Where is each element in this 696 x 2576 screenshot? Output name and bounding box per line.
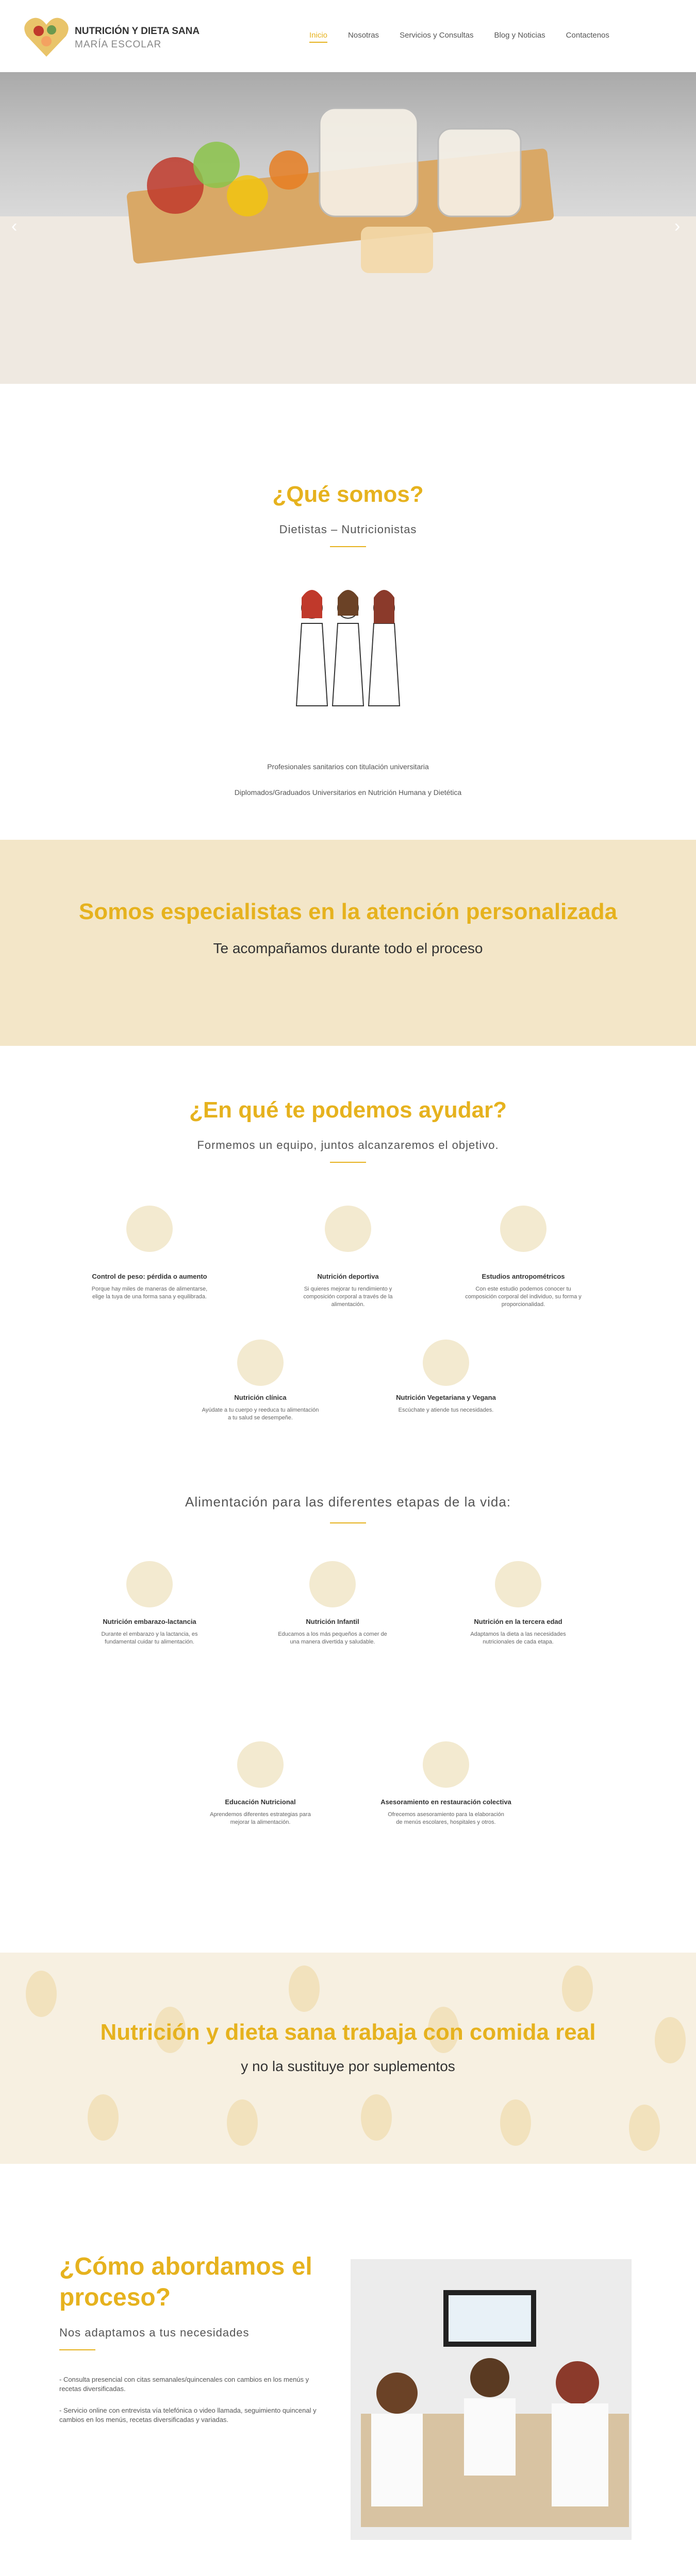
divider bbox=[330, 546, 366, 547]
divider bbox=[330, 1162, 366, 1163]
elderly-nutrition-icon bbox=[495, 1561, 541, 1607]
nutritionists-illustration bbox=[286, 567, 410, 721]
card-desc: Educamos a los más pequeños a comer de una manera divertida y saludable. bbox=[278, 1631, 387, 1645]
card-title: Nutrición en la tercera edad bbox=[474, 1618, 562, 1625]
nav-inicio[interactable]: Inicio bbox=[309, 31, 327, 43]
banner-real-food bbox=[0, 1953, 696, 2164]
child-nutrition-icon bbox=[309, 1561, 356, 1607]
card-desc: Con este estudio podemos conocer tu composición corporal del individuo, su forma y proporcionalidad. bbox=[465, 1286, 582, 1308]
logo-subtitle: MARÍA ESCOLAR bbox=[75, 39, 162, 50]
process-text2: - Servicio online con entrevista vía telefónica o video llamada, seguimiento quincenal y cambios en los menús, recetas diversificadas y variadas. bbox=[59, 2406, 317, 2424]
education-icon bbox=[237, 1741, 284, 1788]
about-title: ¿Qué somos? bbox=[272, 482, 424, 507]
nav-blog[interactable]: Blog y Noticias bbox=[494, 31, 545, 40]
stages-title: Alimentación para las diferentes etapas de la vida: bbox=[185, 1494, 511, 1510]
about-line1: Profesionales sanitarios con titulación universitaria bbox=[267, 762, 429, 771]
card-title: Nutrición embarazo-lactancia bbox=[103, 1618, 196, 1625]
divider bbox=[59, 2349, 95, 2350]
about-line2: Diplomados/Graduados Universitarios en Nutrición Humana y Dietética bbox=[234, 788, 462, 796]
card-desc: Escúchate y atiende tus necesidades. bbox=[398, 1407, 494, 1413]
main-nav bbox=[309, 31, 681, 43]
sports-nutrition-icon bbox=[325, 1206, 371, 1252]
process-text1: - Consulta presencial con citas semanales/quincenales con cambios en los menús y recetas diversificadas. bbox=[59, 2376, 309, 2393]
card-desc: Ofrecemos asesoramiento para la elaboración de menús escolares, hospitales y otros. bbox=[388, 1811, 504, 1825]
card-desc: Aprendemos diferentes estrategias para mejorar la alimentación. bbox=[210, 1811, 311, 1825]
card-title: Nutrición deportiva bbox=[317, 1273, 379, 1280]
logo[interactable] bbox=[21, 10, 200, 62]
divider bbox=[330, 1522, 366, 1523]
site-header bbox=[0, 0, 696, 72]
card-desc: Si quieres mejorar tu rendimiento y composición corporal a través de la alimentación. bbox=[303, 1286, 393, 1308]
weight-control-icon bbox=[126, 1206, 173, 1252]
card-title: Estudios antropométricos bbox=[482, 1273, 565, 1280]
banner1-title: Somos especialistas en la atención personalizada bbox=[78, 899, 618, 924]
card-desc: Ayúdate a tu cuerpo y reeduca tu alimentación a tu salud se desempeñe. bbox=[202, 1407, 319, 1421]
card-title: Nutrición clínica bbox=[234, 1394, 287, 1401]
card-desc: Porque hay miles de maneras de alimentarse, elige la tuya de una forma sana y equilibrada. bbox=[91, 1286, 208, 1300]
about-subtitle: Dietistas – Nutricionistas bbox=[279, 523, 417, 536]
vegan-nutrition-icon bbox=[423, 1340, 469, 1386]
process-title: ¿Cómo abordamos el proceso? bbox=[59, 2253, 312, 2311]
pregnancy-icon bbox=[126, 1561, 173, 1607]
card-title: Nutrición Vegetariana y Vegana bbox=[396, 1394, 496, 1401]
help-title: ¿En qué te podemos ayudar? bbox=[189, 1097, 507, 1123]
nav-contacto[interactable]: Contactenos bbox=[566, 31, 609, 40]
card-title: Nutrición Infantil bbox=[306, 1618, 359, 1625]
banner1-subtitle: Te acompañamos durante todo el proceso bbox=[213, 940, 483, 956]
nav-servicios[interactable]: Servicios y Consultas bbox=[400, 31, 474, 40]
card-desc: Adaptamos la dieta a las necesidades nutricionales de cada etapa. bbox=[470, 1631, 566, 1645]
catering-icon bbox=[423, 1741, 469, 1788]
card-title: Control de peso: pérdida o aumento bbox=[92, 1273, 207, 1280]
anthropometric-icon bbox=[500, 1206, 546, 1252]
logo-heart-icon bbox=[21, 10, 72, 62]
help-subtitle: Formemos un equipo, juntos alcanzaremos el objetivo. bbox=[197, 1139, 499, 1151]
clinical-nutrition-icon bbox=[237, 1340, 284, 1386]
banner2-title: Nutrición y dieta sana trabaja con comida real bbox=[100, 2020, 596, 2045]
banner-personalized bbox=[0, 840, 696, 1046]
consultation-photo bbox=[351, 2259, 632, 2540]
card-desc: Durante el embarazo y la lactancia, es fundamental cuidar tu alimentación. bbox=[101, 1631, 198, 1645]
logo-title: NUTRICIÓN Y DIETA SANA bbox=[75, 26, 200, 37]
nav-nosotras[interactable]: Nosotras bbox=[348, 31, 379, 40]
card-title: Asesoramiento en restauración colectiva bbox=[380, 1798, 511, 1806]
next-arrow[interactable]: › bbox=[674, 216, 681, 236]
banner2-subtitle: y no la sustituye por suplementos bbox=[241, 2058, 455, 2074]
prev-arrow[interactable]: ‹ bbox=[11, 216, 18, 236]
process-subtitle: Nos adaptamos a tus necesidades bbox=[59, 2326, 250, 2339]
card-title: Educación Nutricional bbox=[225, 1798, 296, 1806]
